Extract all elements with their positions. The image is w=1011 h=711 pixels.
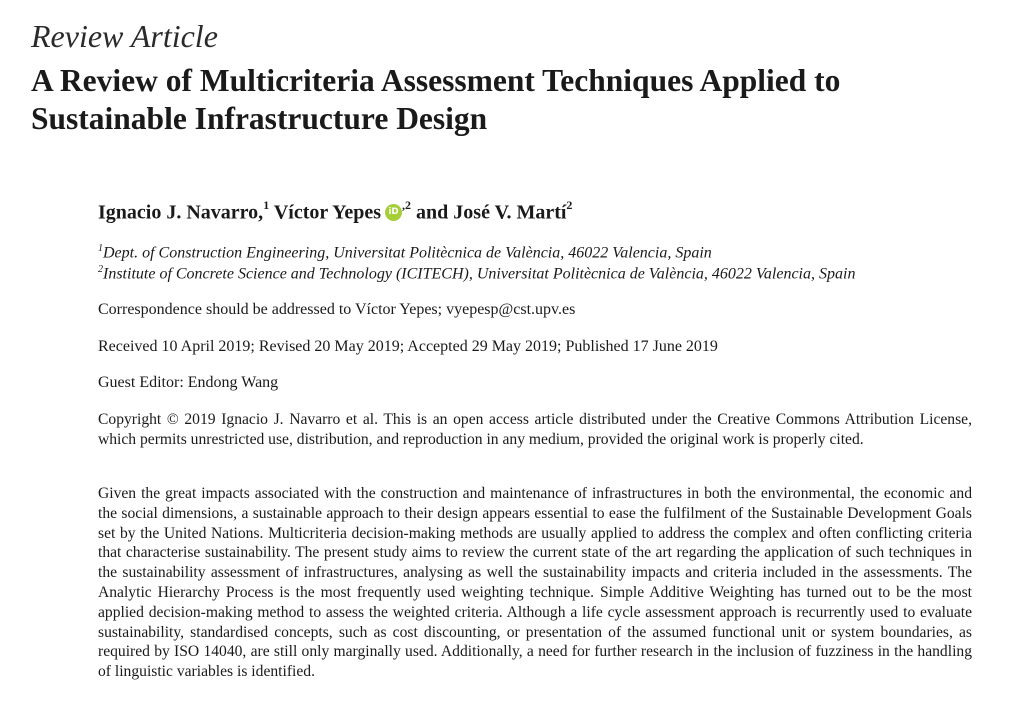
author-affiliation-mark: 2 (566, 198, 573, 212)
paper-title: A Review of Multicriteria Assessment Techniques Applied to Sustainable Infrastructure Design (31, 63, 841, 136)
orcid-icon[interactable]: iD (385, 204, 402, 221)
author-affiliation-mark: 1 (263, 198, 270, 212)
affiliation (98, 264, 855, 283)
affiliation (98, 243, 712, 262)
guest-editor: Guest Editor: Endong Wang (98, 374, 279, 391)
author-list (98, 200, 572, 225)
author-name: Ignacio J. Navarro, (98, 201, 264, 224)
affiliation-number: 2 (98, 264, 103, 275)
correspondence: Correspondence should be addressed to Víctor Yepes; vyepesp@cst.upv.es (98, 301, 576, 318)
affiliation-text: Dept. of Construction Engineering, Universitat Politècnica de València, 46022 Valencia, Spain (103, 244, 712, 262)
abstract: Given the great impacts associated with the construction and maintenance of infrastructures in both the environmental, the economic and the social dimensions, a sustainable approach to their design appears essential to ease the fulfilment of the Sustainable Development Goals set by the United Nations. Multicriteria decision-making methods are usually applied to address the complex and often conflicting criteria that characterise sustainability. The present study aims to review the current state of the art regarding the application of such techniques in the sustainability assessment of infrastructures, analysing as well the sustainability impacts and criteria included in the assessments. The Analytic Hierarchy Process is the most frequently used weighting technique. Simple Additive Weighting has turned out to be the most applied decision-making method to assess the weighted criteria. Although a life cycle assessment approach is recurrently used to evaluate sustainability, standardised concepts, such as cost discounting, or presentation of the assumed functional unit or system boundaries, as required by ISO 14040, are still only marginally used. Additionally, a need for further research in the inclusion of fuzziness in the handling of linguistic variables is identified. (98, 485, 972, 681)
article-type: Review Article (31, 18, 218, 54)
author-name: José V. Martí (453, 201, 567, 224)
author-name: Víctor Yepes (273, 201, 382, 224)
author-connector: and (416, 201, 449, 224)
author-affiliation-mark: ,2 (402, 198, 412, 212)
affiliation-number: 1 (98, 243, 103, 254)
copyright-notice: Copyright © 2019 Ignacio J. Navarro et al. This is an open access article distributed under the Creative Commons Attribution License, which permits unrestricted use, distribution, and reproduction in any medium, provided the original work is properly cited. (98, 411, 972, 448)
affiliation-text: Institute of Concrete Science and Technology (ICITECH), Universitat Politècnica de València, 46022 Valencia, Spain (103, 265, 856, 283)
publication-dates: Received 10 April 2019; Revised 20 May 2019; Accepted 29 May 2019; Published 17 June 2019 (98, 338, 718, 355)
